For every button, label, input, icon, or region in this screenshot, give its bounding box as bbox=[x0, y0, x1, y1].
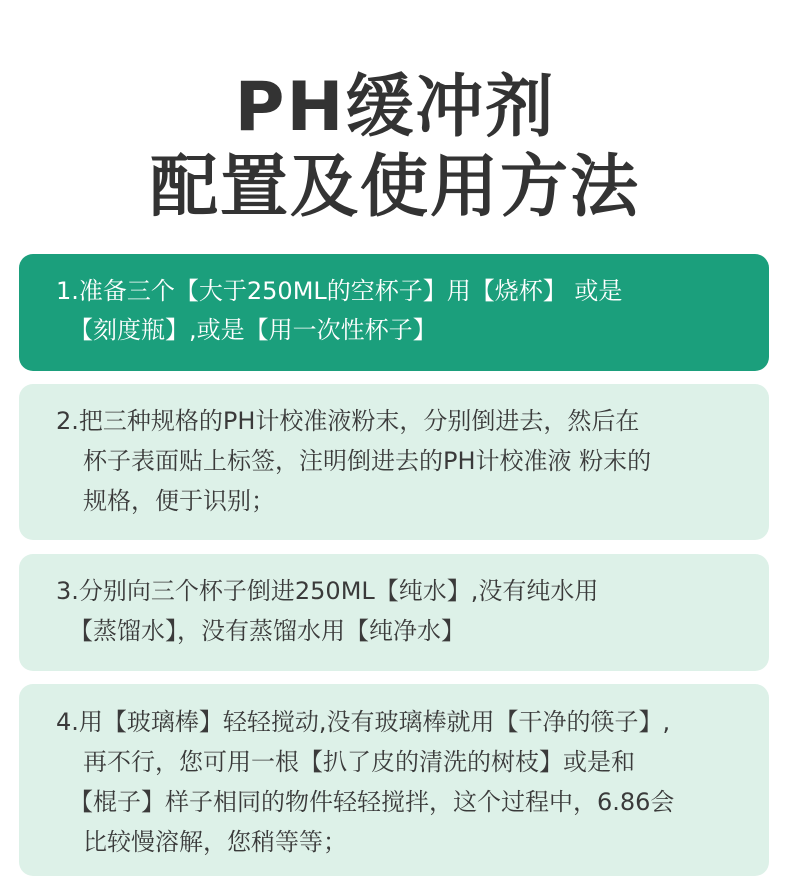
step-card-2 bbox=[19, 384, 769, 540]
step-card-1 bbox=[19, 254, 769, 371]
page-title-line-2: 配置及使用方法 bbox=[149, 148, 640, 227]
step-card-3 bbox=[19, 554, 769, 671]
step-card-4 bbox=[19, 684, 769, 876]
step-2-line-1: 2.把三种规格的PH计校准液粉末，分别倒进去，然后在 bbox=[56, 407, 640, 435]
page-title-line-1: PH缓冲剂 bbox=[234, 68, 556, 147]
step-4-line-2: 再不行，您可用一根【扒了皮的清洗的树枝】或是和 bbox=[83, 748, 635, 776]
step-4-line-4: 比较慢溶解，您稍等等； bbox=[83, 828, 347, 856]
step-3-line-1: 3.分别向三个杯子倒进250ML【纯水】,没有纯水用 bbox=[56, 577, 599, 605]
step-2-line-2: 杯子表面贴上标签，注明倒进去的PH计校准液 粉末的 bbox=[83, 447, 652, 475]
step-1-line-1: 1.准备三个【大于250ML的空杯子】用【烧杯】 或是 bbox=[56, 277, 623, 305]
step-4-line-1: 4.用【玻璃棒】轻轻搅动,没有玻璃棒就用【干净的筷子】, bbox=[56, 708, 671, 736]
step-1-line-2: 【刻度瓶】,或是【用一次性杯子】 bbox=[69, 316, 437, 344]
step-4-line-3: 【棍子】样子相同的物件轻轻搅拌，这个过程中，6.86会 bbox=[69, 788, 675, 816]
step-3-line-2: 【蒸馏水】，没有蒸馏水用【纯净水】 bbox=[69, 617, 465, 645]
step-2-line-3: 规格，便于识别； bbox=[83, 487, 275, 515]
